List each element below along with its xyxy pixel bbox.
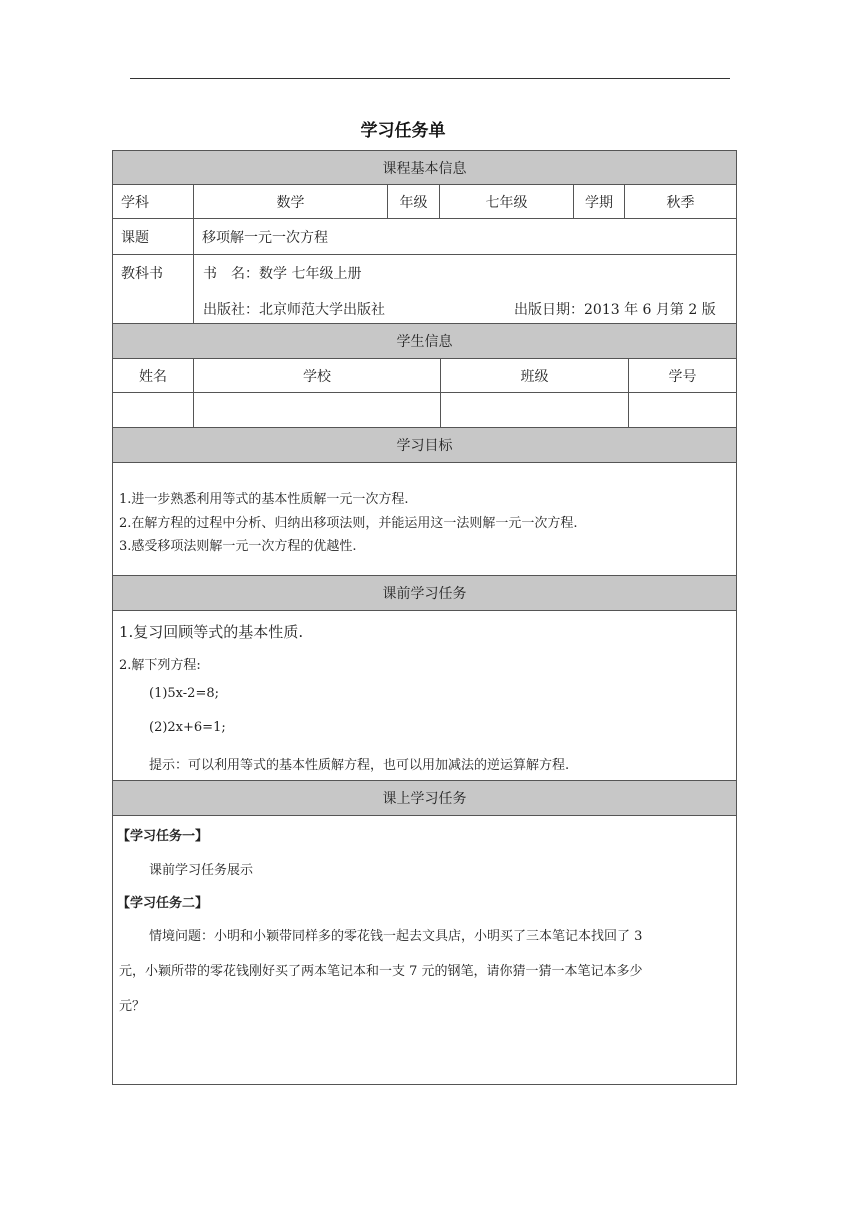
- goal-item: 3.感受移项法则解一元一次方程的优越性.: [119, 539, 357, 554]
- goal-item: 1.进一步熟悉利用等式的基本性质解一元一次方程.: [119, 492, 409, 507]
- task2-title: 【学习任务二】: [117, 896, 209, 911]
- pre-item-1: 1.复习回顾等式的基本性质.: [119, 623, 304, 641]
- student-class-field[interactable]: [440, 392, 629, 428]
- section-student-info: 学生信息: [112, 323, 737, 359]
- in-class-cell: [112, 815, 737, 1085]
- textbook-label: 教科书: [112, 254, 194, 324]
- student-col-school: 学校: [193, 358, 441, 393]
- task1-body: 课前学习任务展示: [149, 863, 254, 878]
- section-pre-class: 课前学习任务: [112, 575, 737, 611]
- topic-value: 移项解一元一次方程: [193, 218, 737, 255]
- task1-title: 【学习任务一】: [117, 829, 209, 844]
- goals-cell: [112, 462, 737, 576]
- term-label: 学期: [573, 184, 625, 219]
- topic-label: 课题: [112, 218, 194, 255]
- term-value: 秋季: [624, 184, 737, 219]
- grade-label: 年级: [387, 184, 440, 219]
- section-basic-info: 课程基本信息: [112, 150, 737, 185]
- section-in-class: 课上学习任务: [112, 780, 737, 816]
- book-name: 书 名：数学 七年级上册: [203, 266, 362, 282]
- task2-line: 元，小颖所带的零花钱刚好买了两本笔记本和一支 7 元的钢笔，请你猜一猜一本笔记本多少: [119, 964, 643, 979]
- student-col-id: 学号: [628, 358, 737, 393]
- pre-item-2: 2.解下列方程:: [119, 658, 201, 673]
- student-col-class: 班级: [440, 358, 629, 393]
- textbook-info: [193, 254, 737, 324]
- task2-line: 情境问题：小明和小颖带同样多的零花钱一起去文具店，小明买了三本笔记本找回了 3: [149, 929, 643, 944]
- page-title: 学习任务单: [360, 121, 446, 141]
- goal-item: 2.在解方程的过程中分析、归纳出移项法则，并能运用这一法则解一元一次方程.: [119, 516, 578, 531]
- subject-label: 学科: [112, 184, 194, 219]
- publish-date: 出版日期：2013 年 6 月第 2 版: [514, 302, 716, 318]
- equation-2: (2)2x+6=1;: [149, 720, 226, 735]
- student-name-field[interactable]: [112, 392, 194, 428]
- task2-line: 元？: [119, 999, 146, 1014]
- student-school-field[interactable]: [193, 392, 441, 428]
- grade-value: 七年级: [439, 184, 574, 219]
- pre-hint: 提示：可以利用等式的基本性质解方程，也可以用加减法的逆运算解方程.: [149, 758, 570, 773]
- equation-1: (1)5x-2=8;: [149, 686, 219, 701]
- section-goals: 学习目标: [112, 427, 737, 463]
- publisher: 出版社：北京师范大学出版社: [203, 302, 385, 318]
- pre-class-cell: [112, 610, 737, 781]
- header-rule: [130, 78, 730, 79]
- student-id-field[interactable]: [628, 392, 737, 428]
- subject-value: 数学: [193, 184, 388, 219]
- student-col-name: 姓名: [112, 358, 194, 393]
